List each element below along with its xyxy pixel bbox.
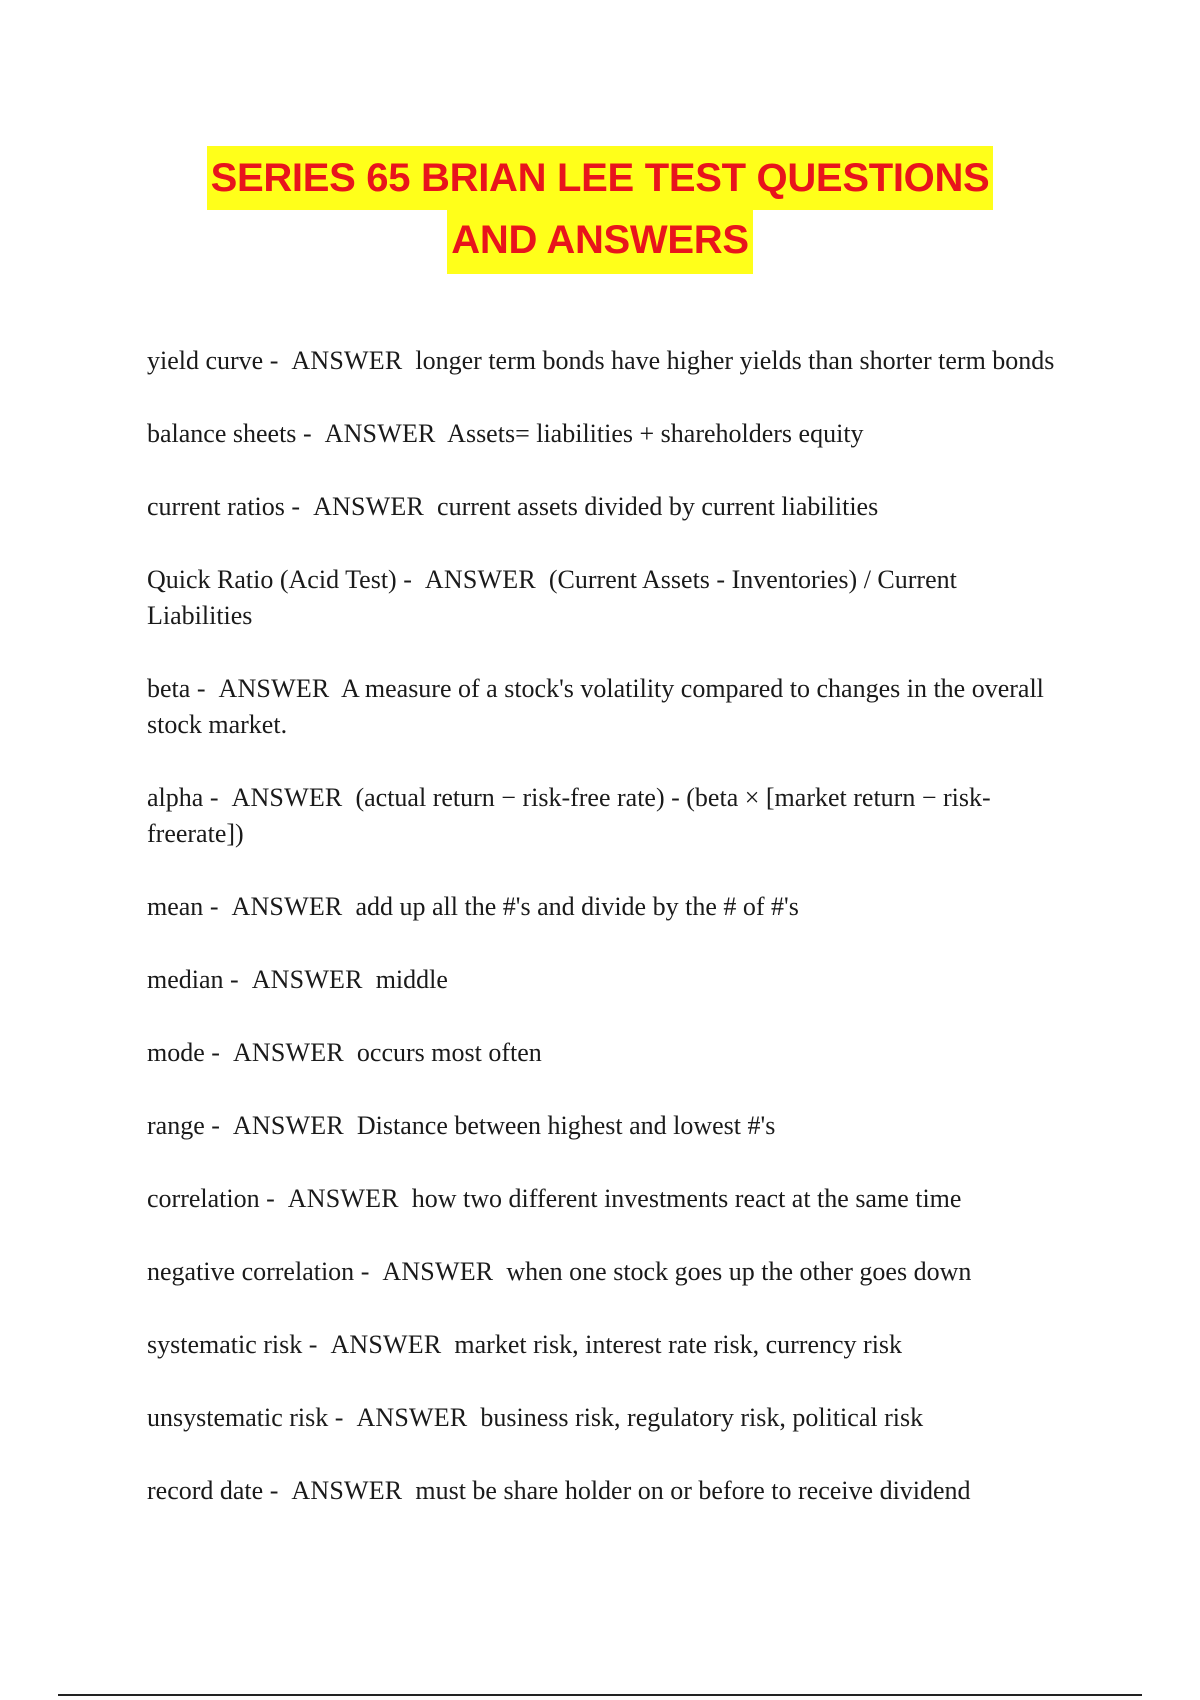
- entry-term: current ratios: [147, 492, 285, 521]
- answer-label: ANSWER: [356, 1403, 468, 1432]
- qa-entry: yield curve - ANSWER longer term bonds have higher yields than shorter term bonds: [147, 346, 1055, 375]
- answer-label: ANSWER: [330, 1330, 442, 1359]
- qa-entry: correlation - ANSWER how two different investments react at the same time: [147, 1184, 962, 1213]
- entry-answer: (Current Assets - Inventories) / Current Liabilities: [147, 565, 957, 630]
- qa-entry: record date - ANSWER must be share holder on or before to receive dividend: [147, 1476, 971, 1505]
- entry-term: range: [147, 1111, 205, 1140]
- entry-answer: add up all the #'s and divide by the # of #'s: [355, 892, 799, 921]
- qa-entry: mode - ANSWER occurs most often: [147, 1038, 542, 1067]
- entry-answer: must be share holder on or before to receive dividend: [415, 1476, 971, 1505]
- footer-divider: [58, 1694, 1142, 1696]
- answer-label: ANSWER: [324, 419, 436, 448]
- entry-answer: Assets= liabilities + shareholders equity: [447, 419, 864, 448]
- answer-label: ANSWER: [232, 1111, 344, 1140]
- qa-entry: balance sheets - ANSWER Assets= liabilities + shareholders equity: [147, 419, 864, 448]
- qa-entry: current ratios - ANSWER current assets divided by current liabilities: [147, 492, 879, 521]
- entry-answer: Distance between highest and lowest #'s: [356, 1111, 776, 1140]
- qa-entry: alpha - ANSWER (actual return − risk-free rate) - (beta × [market return − risk-freerate]): [147, 783, 991, 848]
- entry-term: correlation: [147, 1184, 260, 1213]
- entry-term: mean: [147, 892, 204, 921]
- answer-label: ANSWER: [313, 492, 425, 521]
- answer-label: ANSWER: [291, 346, 403, 375]
- entry-term: beta: [147, 674, 191, 703]
- answer-label: ANSWER: [424, 565, 536, 594]
- entry-term: mode: [147, 1038, 205, 1067]
- answer-label: ANSWER: [251, 965, 363, 994]
- answer-label: ANSWER: [231, 783, 343, 812]
- entry-term: alpha: [147, 783, 204, 812]
- entry-term: Quick Ratio (Acid Test): [147, 565, 397, 594]
- qa-entry: negative correlation - ANSWER when one stock goes up the other goes down: [147, 1257, 972, 1286]
- answer-label: ANSWER: [291, 1476, 403, 1505]
- qa-entry: systematic risk - ANSWER market risk, interest rate risk, currency risk: [147, 1330, 903, 1359]
- answer-label: ANSWER: [287, 1184, 399, 1213]
- answer-label: ANSWER: [218, 674, 330, 703]
- title-line-2: AND ANSWERS: [447, 210, 752, 274]
- entry-answer: market risk, interest rate risk, currency risk: [454, 1330, 903, 1359]
- entry-term: median: [147, 965, 224, 994]
- entry-answer: occurs most often: [356, 1038, 542, 1067]
- entry-term: unsystematic risk: [147, 1403, 329, 1432]
- entry-answer: how two different investments react at the same time: [411, 1184, 962, 1213]
- qa-entry: unsystematic risk - ANSWER business risk, regulatory risk, political risk: [147, 1403, 924, 1432]
- qa-entry: beta - ANSWER A measure of a stock's volatility compared to changes in the overall stock market.: [147, 674, 1044, 739]
- entry-term: balance sheets: [147, 419, 297, 448]
- entry-answer: business risk, regulatory risk, political risk: [480, 1403, 924, 1432]
- answer-label: ANSWER: [232, 1038, 344, 1067]
- qa-list: [147, 343, 1067, 1546]
- title-line-1: SERIES 65 BRIAN LEE TEST QUESTIONS: [207, 146, 994, 210]
- qa-entry: range - ANSWER Distance between highest and lowest #'s: [147, 1111, 776, 1140]
- answer-label: ANSWER: [382, 1257, 494, 1286]
- entry-term: record date: [147, 1476, 264, 1505]
- entry-answer: when one stock goes up the other goes down: [506, 1257, 972, 1286]
- entry-answer: (actual return − risk-free rate) - (beta × [market return − risk-freerate]): [147, 783, 991, 848]
- entry-answer: current assets divided by current liabilities: [437, 492, 879, 521]
- entry-term: negative correlation: [147, 1257, 355, 1286]
- qa-entry: median - ANSWER middle: [147, 965, 448, 994]
- document-title: [0, 146, 1200, 274]
- entry-answer: longer term bonds have higher yields than shorter term bonds: [415, 346, 1055, 375]
- qa-entry: mean - ANSWER add up all the #'s and divide by the # of #'s: [147, 892, 799, 921]
- entry-answer: middle: [375, 965, 448, 994]
- entry-answer: A measure of a stock's volatility compared to changes in the overall stock market.: [147, 674, 1044, 739]
- entry-term: yield curve: [147, 346, 264, 375]
- qa-entry: Quick Ratio (Acid Test) - ANSWER (Current Assets - Inventories) / Current Liabilities: [147, 565, 957, 630]
- answer-label: ANSWER: [231, 892, 343, 921]
- entry-term: systematic risk: [147, 1330, 303, 1359]
